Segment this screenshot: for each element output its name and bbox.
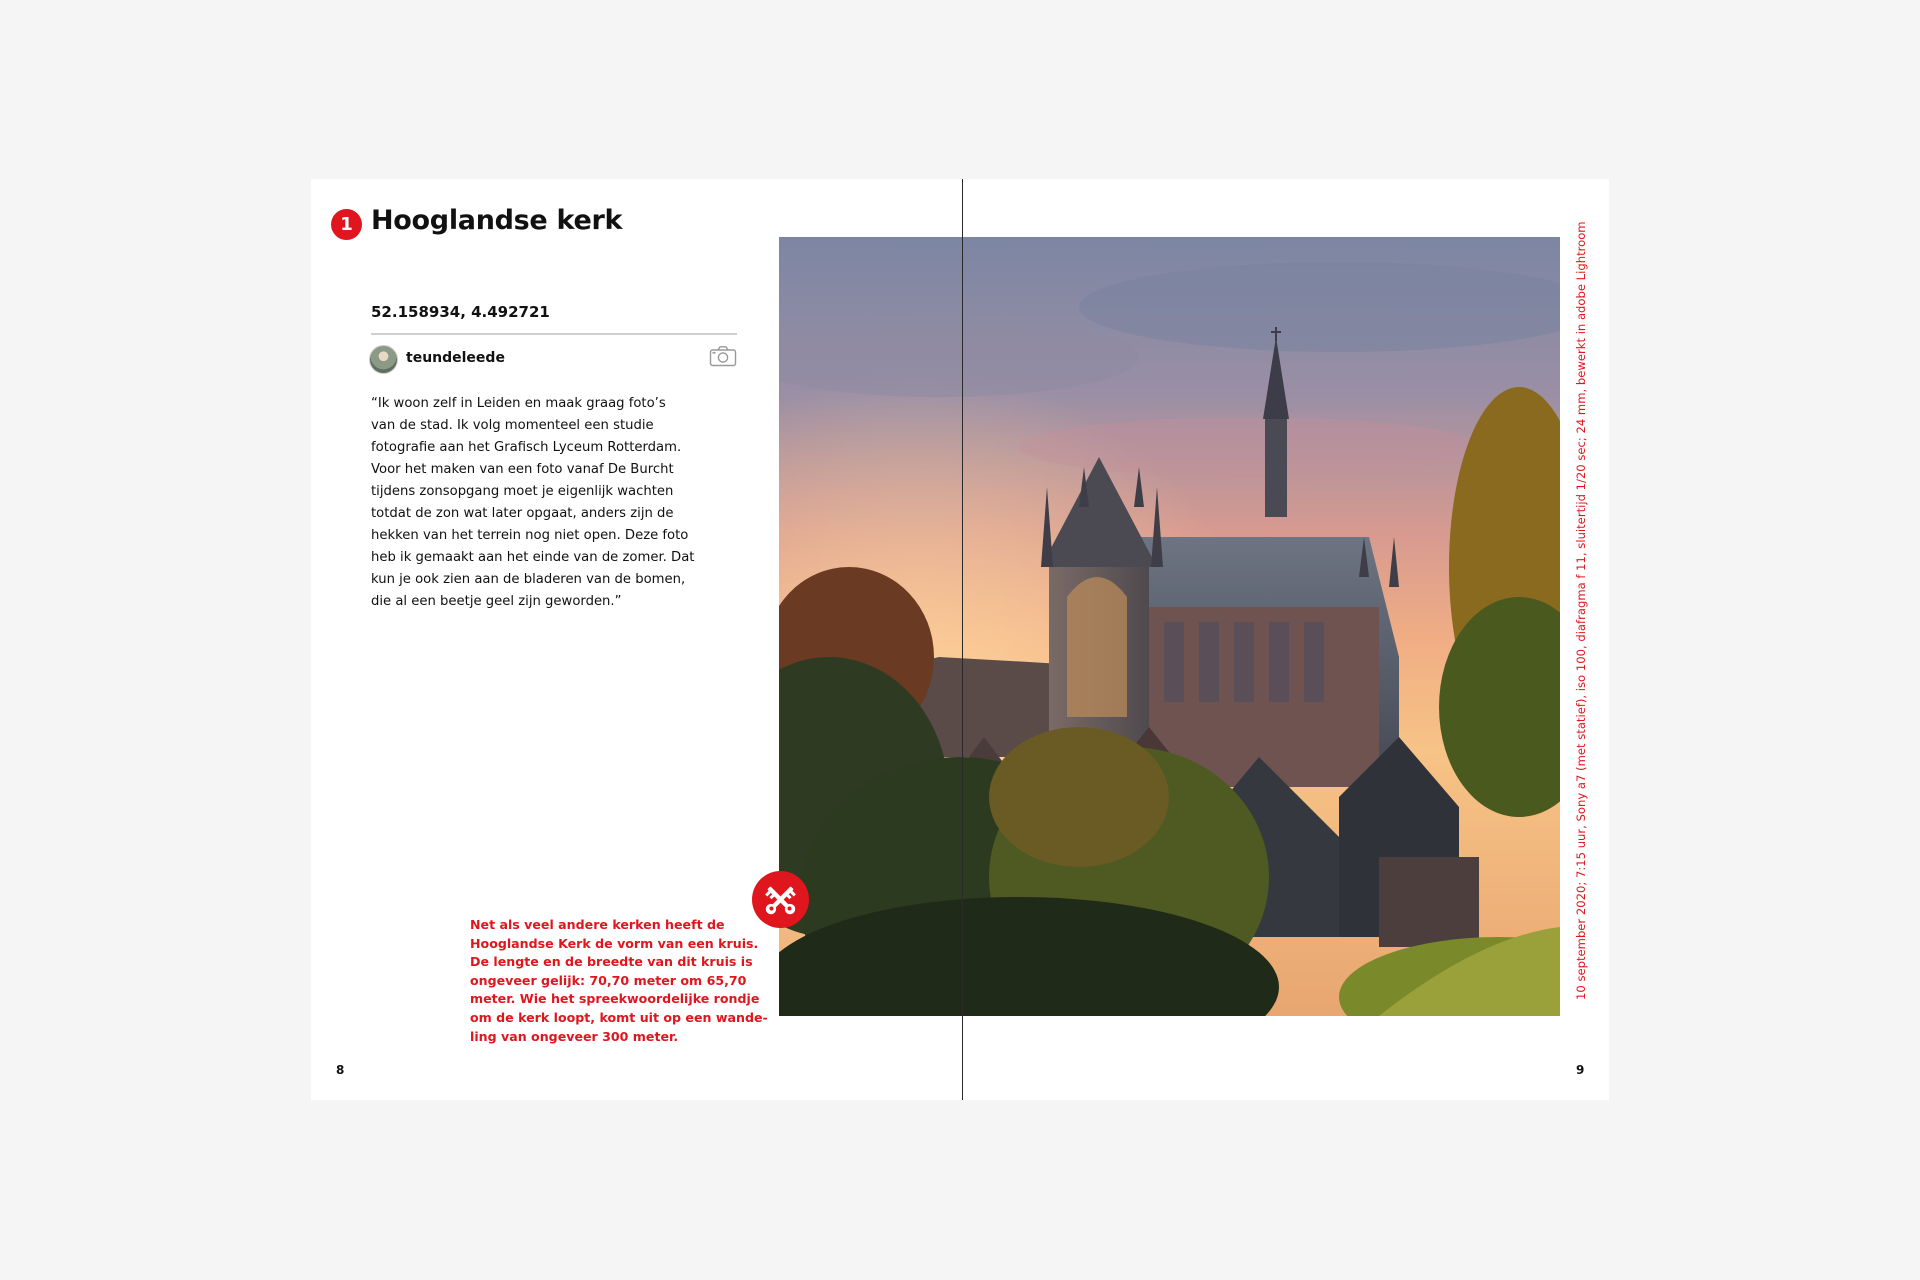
crossed-keys-icon <box>752 871 809 928</box>
fact-line: ongeveer gelijk: 70,70 meter om 65,70 <box>470 972 747 988</box>
fact-line: Hooglandse Kerk de vorm van een kruis. <box>470 935 759 951</box>
number-badge: 1 <box>331 209 362 240</box>
quote-line: totdat de zon wat later opgaat, anders zijn de <box>371 506 674 521</box>
church-photo <box>779 237 1560 1016</box>
avatar <box>369 345 398 374</box>
divider <box>371 333 737 335</box>
quote-line: “Ik woon zelf in Leiden en maak graag foto’s <box>371 396 666 411</box>
fact-box <box>470 916 770 1046</box>
fact-line: om de kerk loopt, komt uit op een wande- <box>470 1009 768 1025</box>
spine <box>962 179 963 1100</box>
quote-line: van de stad. Ik volg momenteel een studie <box>371 418 654 433</box>
photographer-quote <box>371 393 711 613</box>
quote-line: die al een beetje geel zijn geworden.” <box>371 594 622 609</box>
gps-coordinates: 52.158934, 4.492721 <box>371 303 550 321</box>
quote-line: kun je ook zien aan de bladeren van de bomen, <box>371 572 686 587</box>
quote-line: heb ik gemaakt aan het einde van de zomer. Dat <box>371 550 695 565</box>
fact-line: De lengte en de breedte van dit kruis is <box>470 954 753 970</box>
quote-line: tijdens zonsopgang moet je eigenlijk wachten <box>371 484 674 499</box>
fact-line: ling van ongeveer 300 meter. <box>470 1028 679 1044</box>
page-title: Hooglandse kerk <box>371 205 623 236</box>
quote-line: Voor het maken van een foto vanaf De Burcht <box>371 462 674 477</box>
quote-line: hekken van het terrein nog niet open. Deze foto <box>371 528 689 543</box>
fact-line: Net als veel andere kerken heeft de <box>470 917 725 932</box>
photo-caption: 10 september 2020; 7:15 uur, Sony a7 (met statief), iso 100, diafragma f 11, sluitertijd 1/20 sec; 24 mm, bewerkt in adobe Lightroom <box>1574 221 1588 1000</box>
page-number-right: 9 <box>1576 1063 1585 1077</box>
page-number-left: 8 <box>336 1063 345 1077</box>
fact-line: meter. Wie het spreekwoordelijke rondje <box>470 991 760 1007</box>
camera-icon <box>709 345 737 367</box>
quote-line: fotografie aan het Grafisch Lyceum Rotterdam. <box>371 440 682 455</box>
photographer-username: teundeleede <box>406 350 505 366</box>
